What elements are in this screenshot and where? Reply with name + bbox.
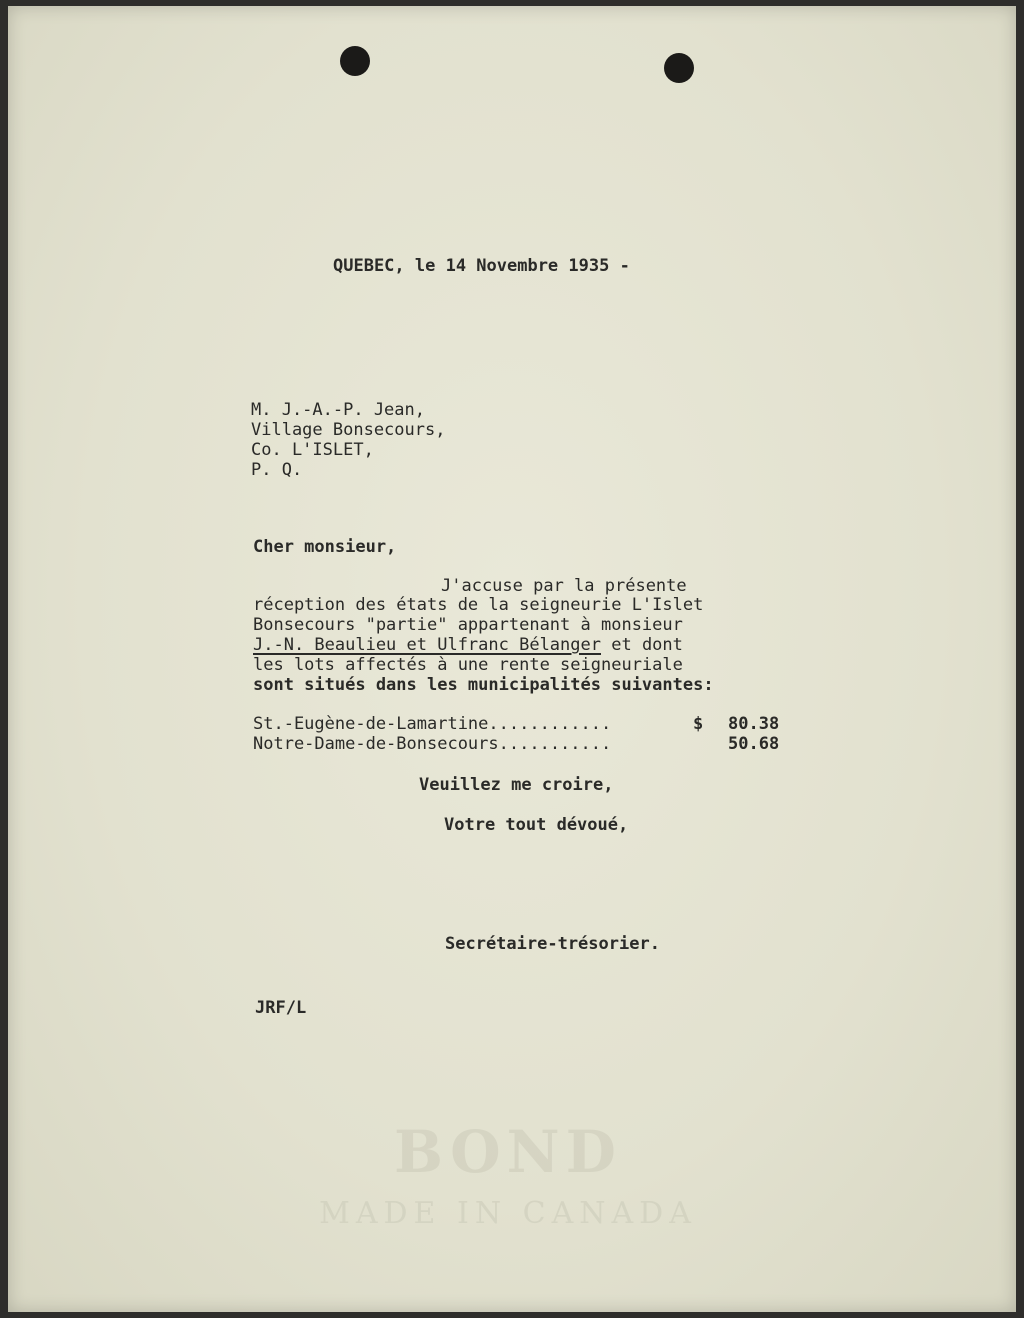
letter-page (8, 6, 1016, 1312)
recipient-line-4: P. Q. (251, 460, 303, 480)
body-line-1: J'accuse par la présente (441, 576, 687, 596)
amount-currency: $ (693, 714, 704, 734)
body-line-4-rest: et dont (601, 635, 683, 655)
signature-title: Secrétaire-trésorier. (445, 934, 660, 954)
body-line-6: sont situés dans les municipalités suivantes: (253, 675, 714, 695)
salutation: Cher monsieur, (253, 537, 397, 557)
watermark-bond: BOND (394, 1118, 622, 1186)
closing-line-1: Veuillez me croire, (419, 775, 614, 795)
punch-hole-right (664, 53, 694, 83)
amount-value: 50.68 (728, 734, 780, 754)
amount-leader: ............ (488, 714, 612, 734)
punch-hole-left (340, 46, 370, 76)
typist-initials: JRF/L (255, 998, 307, 1018)
watermark-made-in-canada: MADE IN CANADA (319, 1196, 697, 1231)
dateline: QUEBEC, le 14 Novembre 1935 - (333, 256, 630, 276)
amount-value: 80.38 (728, 714, 780, 734)
amount-leader: ........... (498, 734, 612, 754)
closing-line-2: Votre tout dévoué, (444, 815, 629, 835)
amount-row-place (253, 714, 611, 734)
body-line-5: les lots affectés à une rente seigneuriale (253, 655, 683, 675)
body-line-3: Bonsecours "partie" appartenant à monsieur (253, 615, 683, 635)
amount-place: Notre-Dame-de-Bonsecours (253, 734, 499, 754)
recipient-line-2: Village Bonsecours, (251, 420, 446, 440)
amount-place: St.-Eugène-de-Lamartine (253, 714, 489, 734)
recipient-line-3: Co. L'ISLET, (251, 440, 374, 460)
body-underlined-names: J.-N. Beaulieu et Ulfranc Bélanger (253, 635, 601, 655)
body-line-4 (253, 635, 683, 655)
body-line-2: réception des états de la seigneurie L'Islet (253, 595, 704, 615)
recipient-line-1: M. J.-A.-P. Jean, (251, 400, 425, 420)
amount-row-place (253, 734, 611, 754)
